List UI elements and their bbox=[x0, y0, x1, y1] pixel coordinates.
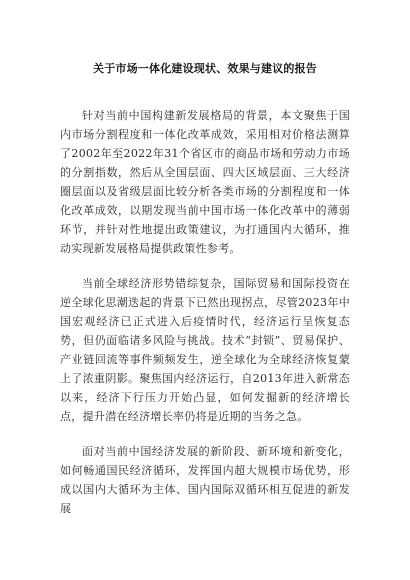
body-paragraph-2: 当前全球经济形势错综复杂，国际贸易和国际投资在逆全球化思潮迭起的背景下已然出现拐点，尽管2023年中国宏观经济已正式进入后疫情时代，经济运行呈恢复态势，但仍面临诸多风险与挑战。技术“封锁”、贸易保护、产业链回流等事件频频发生，逆全球化为全球经济恢复蒙上了浓重阴影。聚焦国内经济运行，自2013年进入新常态以来，经济下行压力开始凸显，如何发掘新的经济增长点，提升潜在经济增长率仍将是近期的当务之急。 bbox=[60, 277, 350, 423]
document-title: 关于市场一体化建设现状、效果与建议的报告 bbox=[93, 62, 317, 75]
body-paragraph-1: 针对当前中国构建新发展格局的背景，本文聚焦于国内市场分割程度和一体化改革成效，采用相对价格法测算了2002年至2022年31个省区市的商品市场和劳动力市场的分割指数，然后从全国层面、四大区域层面、三大经济圈层面以及省级层面比较分析各类市场的分割程度和一体化改革成效，以期发现当前中国市场一体化改革中的薄弱环节，并针对性地提出政策建议，为打通国内大循环，推动实现新发展格局提供政策性参考。 bbox=[60, 109, 350, 255]
body-paragraph-3: 面对当前中国经济发展的新阶段、新环境和新变化，如何畅通国民经济循环，发挥国内超大规模市场优势，形成以国内大循环为主体、国内国际双循环相互促进的新发展 bbox=[60, 445, 350, 515]
